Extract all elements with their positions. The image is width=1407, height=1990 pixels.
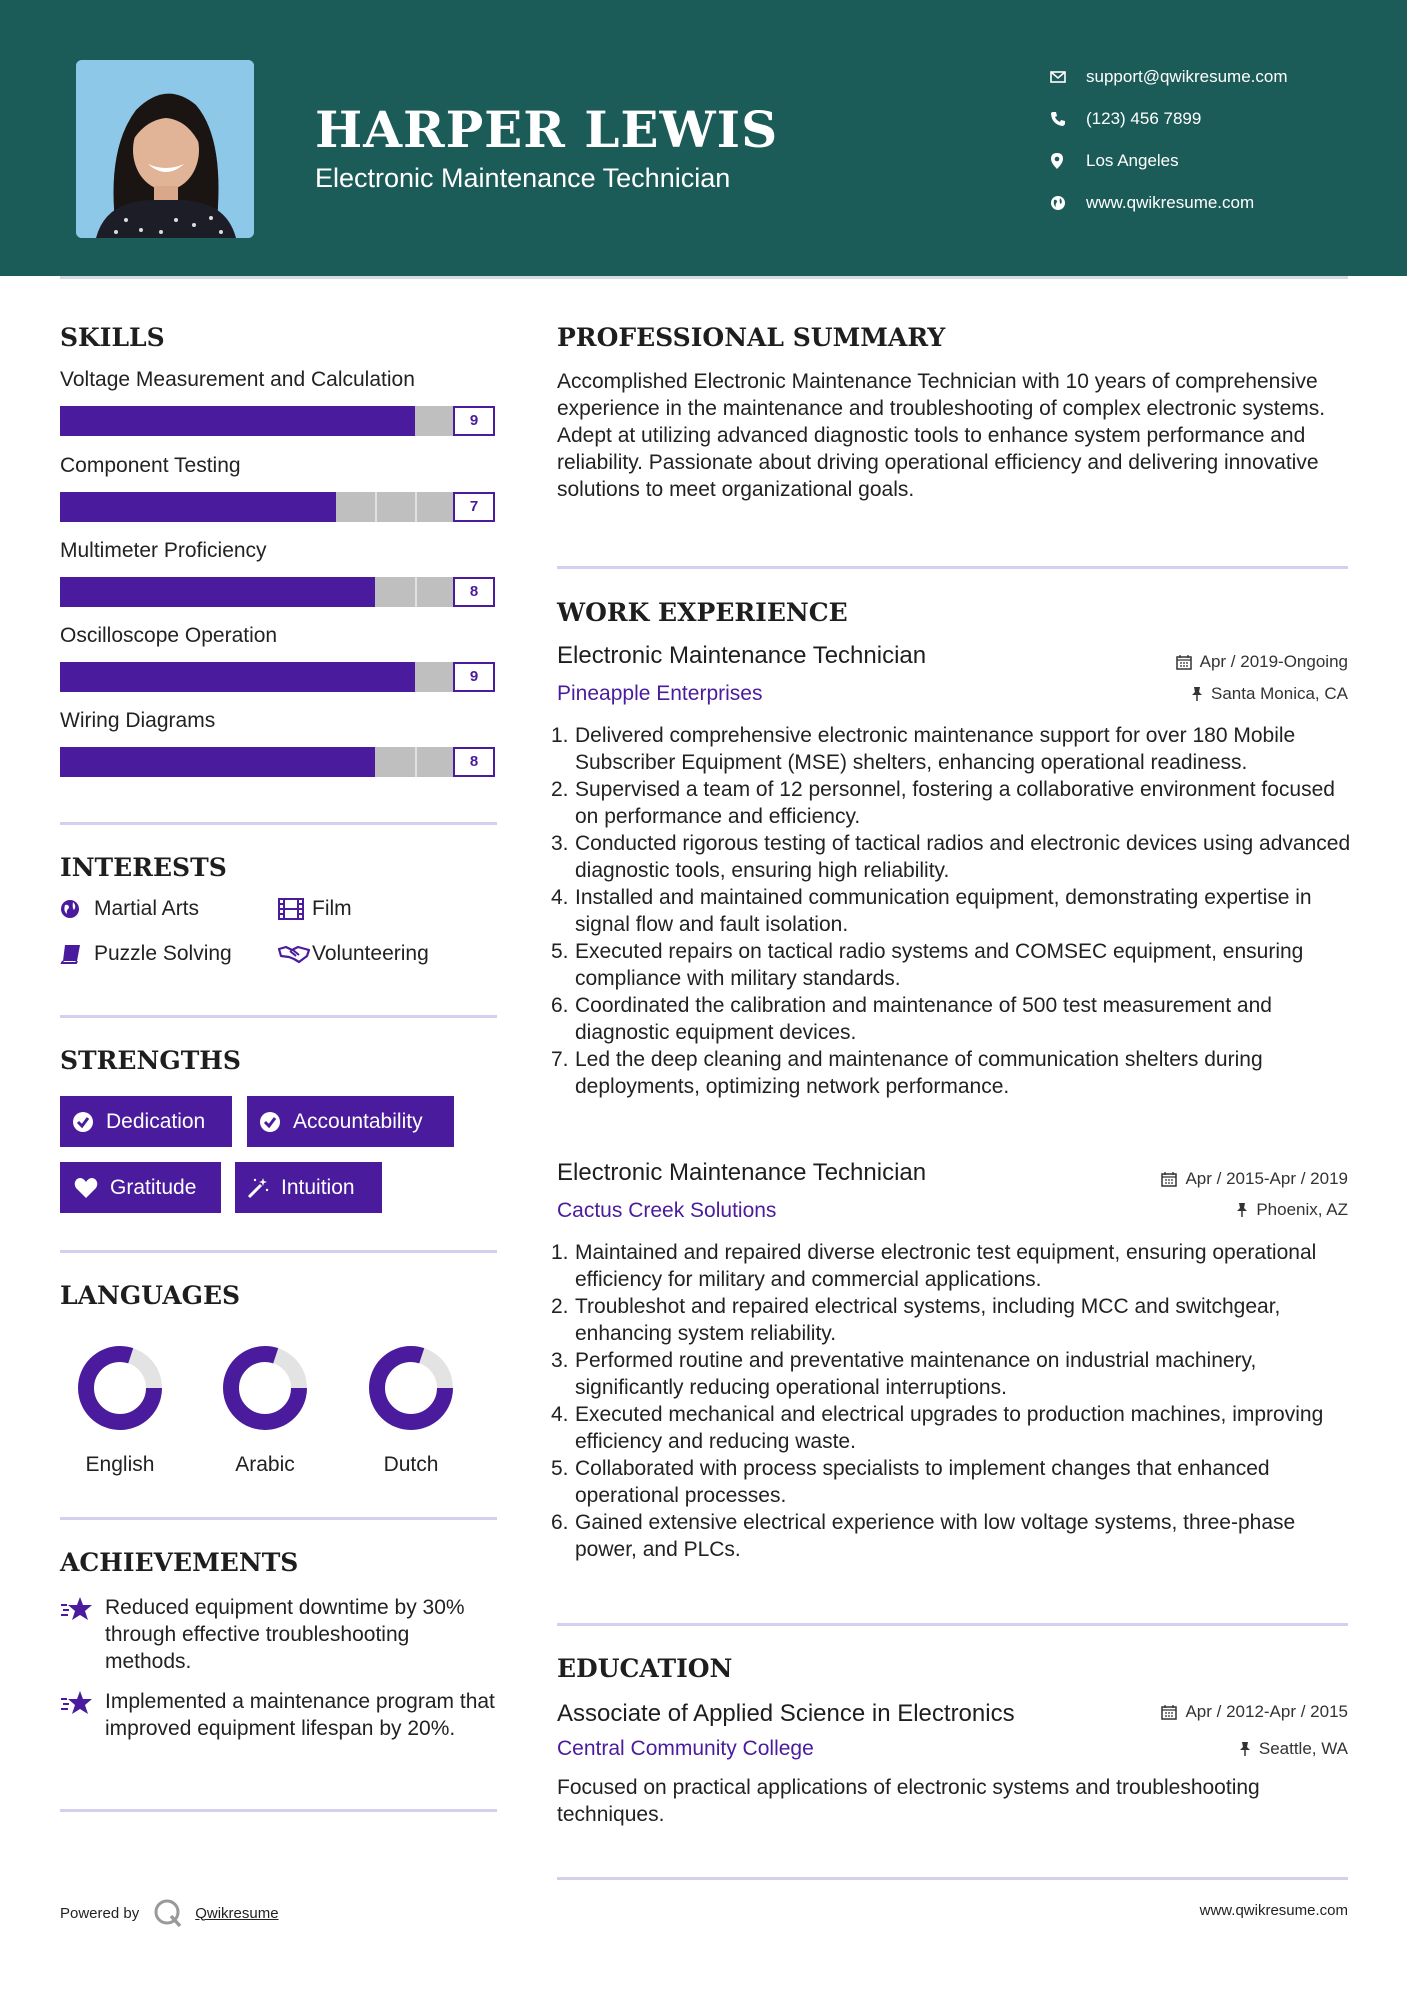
skill-level-badge: 9 bbox=[453, 662, 495, 692]
job-location bbox=[1236, 1200, 1348, 1220]
bullet-number: 4. bbox=[551, 1403, 569, 1426]
star-icon bbox=[60, 1594, 105, 1675]
school-name: Central Community College bbox=[557, 1737, 814, 1760]
language-item bbox=[65, 1340, 175, 1477]
section-divider bbox=[60, 822, 497, 825]
header-divider bbox=[60, 276, 1348, 279]
skill-bar-fill bbox=[60, 662, 415, 692]
bullet-text: Performed routine and preventative maintenance on industrial machinery, significantly reducing operational interruptions. bbox=[575, 1349, 1257, 1399]
star-icon bbox=[60, 1688, 105, 1742]
bullet-number: 7. bbox=[551, 1048, 569, 1071]
powered-by-label: Powered by bbox=[60, 1904, 140, 1922]
contact-location-text: Los Angeles bbox=[1086, 151, 1179, 170]
skill-level-badge: 8 bbox=[453, 747, 495, 777]
summary-heading: PROFESSIONAL SUMMARY bbox=[557, 323, 946, 352]
bullet-item bbox=[551, 1401, 1351, 1455]
interests-heading: INTERESTS bbox=[60, 853, 227, 882]
bullet-number: 6. bbox=[551, 1511, 569, 1534]
skill-bar-fill bbox=[60, 492, 336, 522]
bullet-item bbox=[551, 1509, 1351, 1563]
language-donut bbox=[363, 1340, 459, 1436]
bullet-text: Troubleshot and repaired electrical systems, including MCC and switchgear, enhancing system reliability. bbox=[575, 1295, 1281, 1345]
language-donut bbox=[217, 1340, 313, 1436]
bullet-text: Executed repairs on tactical radio systems and COMSEC equipment, ensuring compliance with military standards. bbox=[575, 940, 1304, 990]
contact-website-text: www.qwikresume.com bbox=[1086, 193, 1255, 212]
footer-powered-by bbox=[60, 1898, 279, 1928]
job-location-text: Santa Monica, CA bbox=[1210, 684, 1348, 703]
languages-heading: LANGUAGES bbox=[60, 1281, 241, 1310]
interest-label: Puzzle Solving bbox=[94, 942, 232, 965]
bullet-number: 2. bbox=[551, 778, 569, 801]
skill-bar-fill bbox=[60, 577, 375, 607]
bullet-item bbox=[551, 1046, 1351, 1100]
bullet-number: 1. bbox=[551, 724, 569, 747]
strength-label: Intuition bbox=[281, 1175, 355, 1199]
language-label: English bbox=[85, 1453, 155, 1476]
strengths-heading: STRENGTHS bbox=[60, 1046, 241, 1075]
contact-email[interactable] bbox=[1050, 56, 1288, 98]
language-label: Arabic bbox=[235, 1453, 295, 1476]
skill-level-badge: 8 bbox=[453, 577, 495, 607]
job-dates bbox=[1176, 652, 1348, 672]
heart-icon bbox=[74, 1177, 98, 1199]
skill-rating-bar bbox=[60, 492, 497, 522]
bullet-text: Delivered comprehensive electronic maintenance support for over 180 Mobile Subscriber Equipment (MSE) shelters, enhancing operational readiness. bbox=[575, 724, 1296, 774]
section-divider bbox=[60, 1015, 497, 1018]
profile-photo bbox=[76, 60, 254, 238]
bullet-item bbox=[551, 1239, 1351, 1293]
skill-label: Oscilloscope Operation bbox=[60, 624, 278, 647]
check-circle-icon bbox=[72, 1111, 94, 1133]
achievement-item bbox=[60, 1594, 500, 1675]
calendar-icon bbox=[1161, 1171, 1177, 1187]
skill-bar-fill bbox=[60, 747, 375, 777]
language-item bbox=[210, 1340, 320, 1477]
bullet-text: Coordinated the calibration and maintenance of 500 test measurement and diagnostic equipment devices. bbox=[575, 994, 1272, 1044]
strength-tag bbox=[60, 1096, 232, 1147]
interest-item bbox=[60, 897, 199, 921]
skill-rating-bar bbox=[60, 577, 497, 607]
section-divider bbox=[60, 1517, 497, 1520]
bullet-number: 2. bbox=[551, 1295, 569, 1318]
globe-icon bbox=[1050, 195, 1086, 211]
bullet-number: 3. bbox=[551, 832, 569, 855]
bullet-number: 1. bbox=[551, 1241, 569, 1264]
skill-rating-bar bbox=[60, 662, 497, 692]
interest-label: Film bbox=[312, 897, 352, 920]
bullet-text: Supervised a team of 12 personnel, fostering a collaborative environment focused on performance and efficiency. bbox=[575, 778, 1335, 828]
achievement-item bbox=[60, 1688, 500, 1742]
contact-phone-text: (123) 456 7899 bbox=[1086, 109, 1202, 128]
bullet-text: Executed mechanical and electrical upgrades to production machines, improving efficiency and reducing waste. bbox=[575, 1403, 1324, 1453]
bullet-item bbox=[551, 1293, 1351, 1347]
skill-bar-segment bbox=[375, 492, 377, 522]
interest-item bbox=[278, 942, 429, 966]
achievements-heading: ACHIEVEMENTS bbox=[60, 1548, 299, 1577]
job-title: Electronic Maintenance Technician bbox=[557, 1159, 927, 1186]
bullet-text: Led the deep cleaning and maintenance of communication shelters during deployments, optimizing network performance. bbox=[575, 1048, 1263, 1098]
magic-wand-icon bbox=[247, 1177, 269, 1199]
skill-bar-segment bbox=[415, 492, 417, 522]
skill-level-badge: 9 bbox=[453, 406, 495, 436]
job-bullets bbox=[551, 722, 1351, 1100]
map-marker-icon bbox=[1050, 152, 1086, 170]
bullet-number: 3. bbox=[551, 1349, 569, 1372]
bullet-number: 5. bbox=[551, 1457, 569, 1480]
skill-label: Component Testing bbox=[60, 454, 241, 477]
section-divider bbox=[557, 1877, 1348, 1880]
skill-rating-bar bbox=[60, 747, 497, 777]
check-circle-icon bbox=[259, 1111, 281, 1133]
globe-icon bbox=[60, 899, 94, 919]
skill-bar-segment bbox=[415, 577, 417, 607]
bullet-text: Maintained and repaired diverse electronic test equipment, ensuring operational efficiency for military and commercial applications. bbox=[575, 1241, 1317, 1291]
phone-icon bbox=[1050, 111, 1086, 127]
company-name: Pineapple Enterprises bbox=[557, 682, 763, 705]
header-band bbox=[0, 0, 1407, 276]
envelope-icon bbox=[1050, 70, 1086, 84]
section-divider bbox=[60, 1809, 497, 1812]
bullet-item bbox=[551, 884, 1351, 938]
bullet-item bbox=[551, 830, 1351, 884]
strength-label: Accountability bbox=[293, 1109, 423, 1133]
education-dates bbox=[1161, 1702, 1348, 1722]
calendar-icon bbox=[1176, 654, 1192, 670]
skill-bar-segment bbox=[415, 747, 417, 777]
skills-heading: SKILLS bbox=[60, 323, 165, 352]
contact-website[interactable] bbox=[1050, 182, 1288, 224]
contact-location bbox=[1050, 140, 1288, 182]
achievement-text: Reduced equipment downtime by 30% through effective troubleshooting methods. bbox=[105, 1596, 465, 1673]
bullet-item bbox=[551, 776, 1351, 830]
skill-label: Multimeter Proficiency bbox=[60, 539, 267, 562]
bullet-text: Conducted rigorous testing of tactical radios and electronic devices using advanced diagnostic tools, ensuring high reliability. bbox=[575, 832, 1351, 882]
education-heading: EDUCATION bbox=[557, 1654, 733, 1683]
language-donut bbox=[72, 1340, 168, 1436]
section-divider bbox=[557, 1623, 1348, 1626]
strength-label: Gratitude bbox=[110, 1175, 197, 1199]
strength-tag bbox=[60, 1162, 221, 1213]
education-location bbox=[1239, 1739, 1348, 1759]
bullet-text: Installed and maintained communication equipment, demonstrating expertise in signal flow and fault isolation. bbox=[575, 886, 1312, 936]
contact-list bbox=[1050, 56, 1288, 224]
contact-phone[interactable] bbox=[1050, 98, 1288, 140]
company-name: Cactus Creek Solutions bbox=[557, 1199, 777, 1222]
strength-tag bbox=[247, 1096, 454, 1147]
bullet-item bbox=[551, 722, 1351, 776]
interest-item bbox=[60, 942, 232, 966]
handshake-icon bbox=[278, 944, 312, 964]
job-dates bbox=[1161, 1169, 1348, 1189]
bullet-item bbox=[551, 938, 1351, 992]
job-location-text: Phoenix, AZ bbox=[1256, 1200, 1348, 1219]
summary-text: Accomplished Electronic Maintenance Technician with 10 years of comprehensive experience in the maintenance and troubleshooting of complex electronic systems. Adept at utilizing advanced diagnostic tools to enhance system performance and reliability. Passionate about driving operational efficiency and delivering innovative solutions to meet organizational goals. bbox=[557, 370, 1326, 501]
candidate-name: HARPER LEWIS bbox=[315, 100, 779, 159]
qwikresume-link[interactable]: Qwikresume bbox=[195, 1904, 279, 1922]
thumbtack-icon bbox=[1239, 1741, 1251, 1757]
book-icon bbox=[60, 943, 94, 965]
language-item bbox=[356, 1340, 466, 1477]
interest-label: Martial Arts bbox=[94, 897, 200, 920]
skill-label: Voltage Measurement and Calculation bbox=[60, 368, 415, 391]
contact-email-text: support@qwikresume.com bbox=[1086, 67, 1288, 86]
bullet-item bbox=[551, 1455, 1351, 1509]
film-icon bbox=[278, 898, 312, 920]
skill-bar-fill bbox=[60, 406, 415, 436]
skill-rating-bar bbox=[60, 406, 497, 436]
bullet-text: Gained extensive electrical experience with low voltage systems, three-phase power, and PLCs. bbox=[575, 1511, 1296, 1561]
education-dates-text: Apr / 2012-Apr / 2015 bbox=[1185, 1702, 1348, 1721]
footer-website[interactable]: www.qwikresume.com bbox=[1199, 1902, 1348, 1919]
bullet-number: 5. bbox=[551, 940, 569, 963]
bullet-number: 4. bbox=[551, 886, 569, 909]
degree-title: Associate of Applied Science in Electronics bbox=[557, 1700, 1015, 1727]
thumbtack-icon bbox=[1236, 1202, 1248, 1218]
section-divider bbox=[60, 1250, 497, 1253]
skill-label: Wiring Diagrams bbox=[60, 709, 216, 732]
interest-item bbox=[278, 897, 352, 921]
qwikresume-logo-icon bbox=[153, 1898, 183, 1928]
experience-heading: WORK EXPERIENCE bbox=[557, 598, 848, 627]
education-description: Focused on practical applications of electronic systems and troubleshooting techniques. bbox=[557, 1776, 1260, 1826]
language-label: Dutch bbox=[383, 1453, 439, 1476]
skill-level-badge: 7 bbox=[453, 492, 495, 522]
strength-label: Dedication bbox=[106, 1109, 206, 1133]
thumbtack-icon bbox=[1191, 686, 1203, 702]
interest-label: Volunteering bbox=[312, 942, 429, 965]
job-dates-text: Apr / 2019-Ongoing bbox=[1199, 652, 1348, 671]
strength-tag bbox=[235, 1162, 382, 1213]
calendar-icon bbox=[1161, 1704, 1177, 1720]
section-divider bbox=[557, 566, 1348, 569]
candidate-role: Electronic Maintenance Technician bbox=[315, 163, 731, 193]
education-location-text: Seattle, WA bbox=[1258, 1739, 1348, 1758]
job-bullets bbox=[551, 1239, 1351, 1563]
bullet-number: 6. bbox=[551, 994, 569, 1017]
bullet-item bbox=[551, 1347, 1351, 1401]
bullet-text: Collaborated with process specialists to implement changes that enhanced operational processes. bbox=[575, 1457, 1270, 1507]
bullet-item bbox=[551, 992, 1351, 1046]
job-dates-text: Apr / 2015-Apr / 2019 bbox=[1185, 1169, 1348, 1188]
job-location bbox=[1191, 684, 1348, 704]
job-title: Electronic Maintenance Technician bbox=[557, 642, 927, 669]
achievement-text: Implemented a maintenance program that improved equipment lifespan by 20%. bbox=[105, 1690, 495, 1740]
